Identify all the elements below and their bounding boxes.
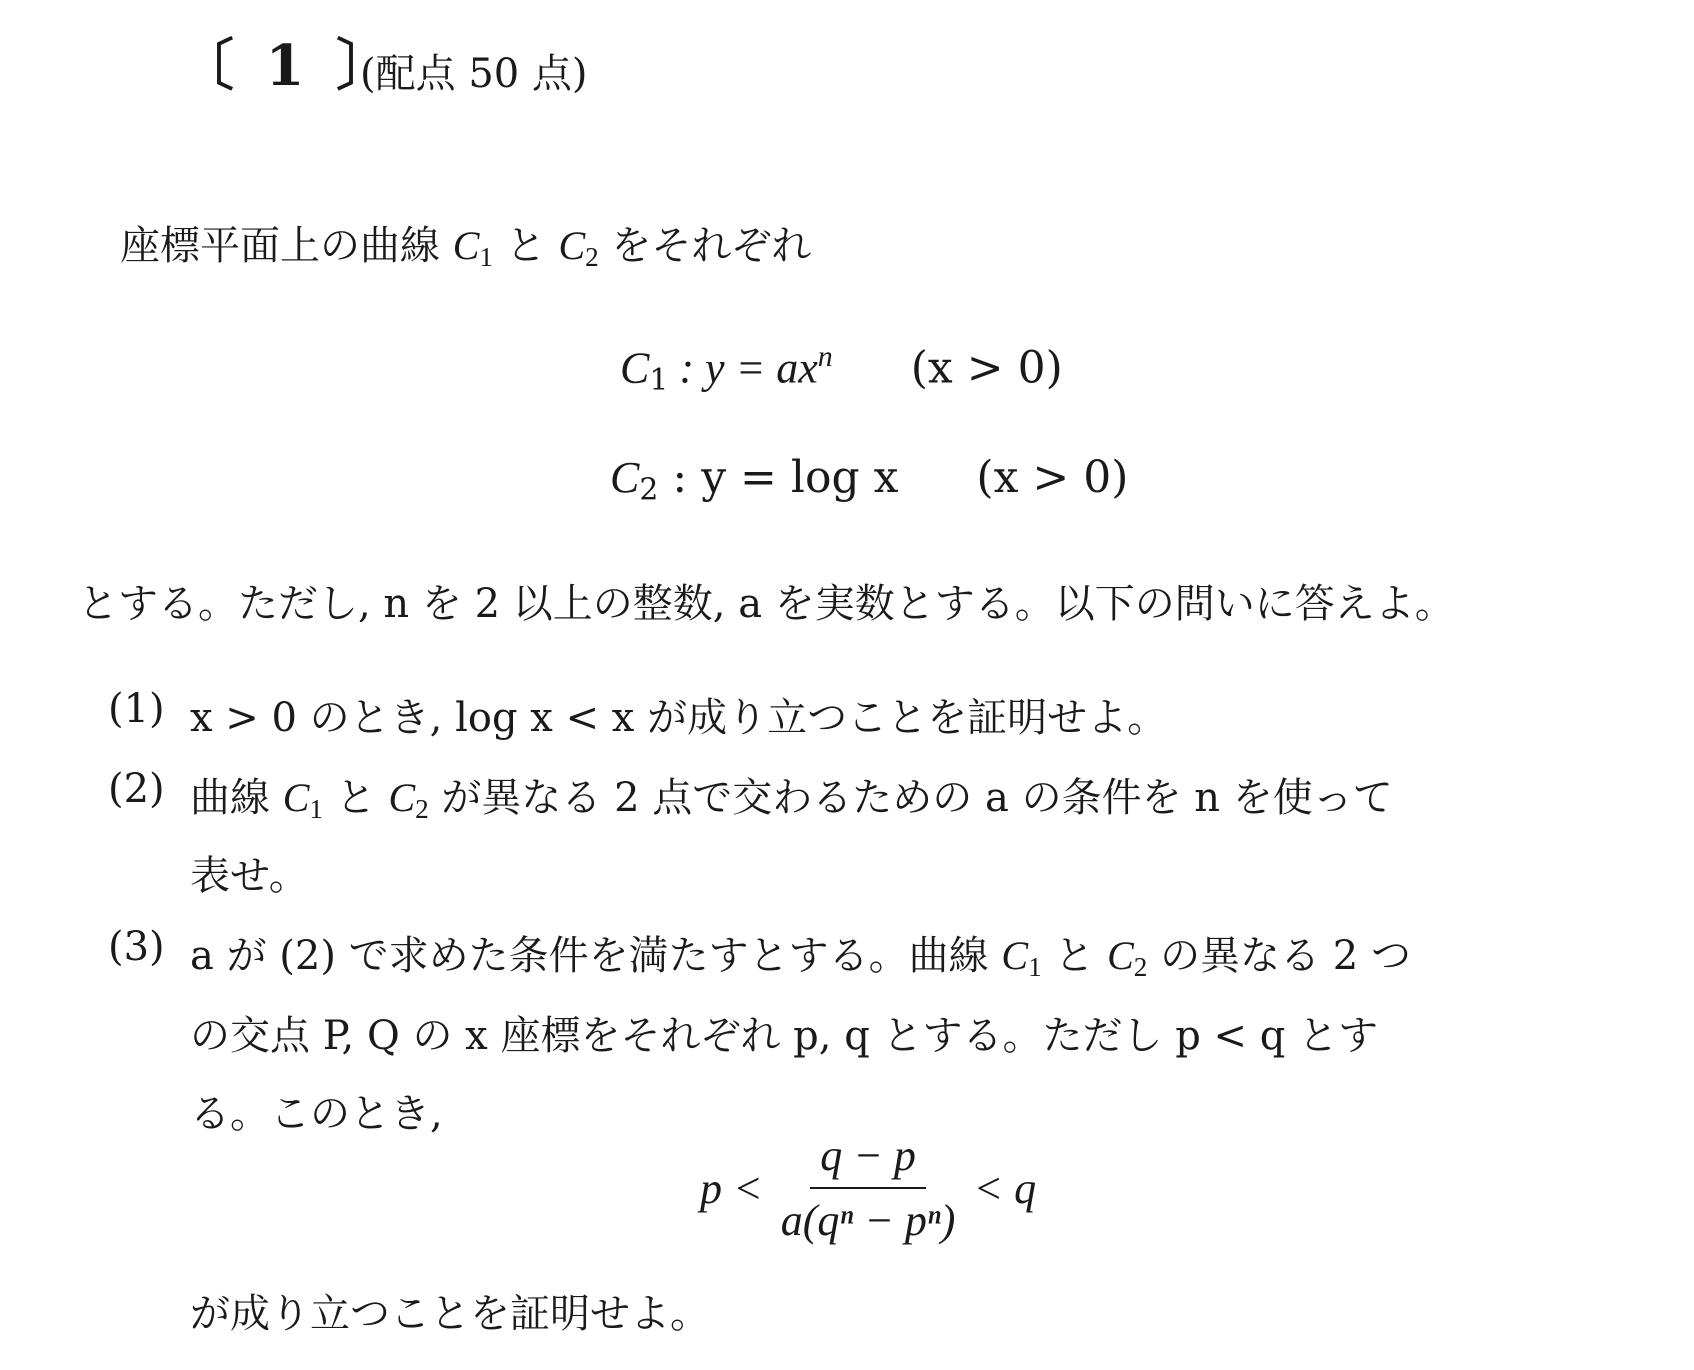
eq2-domain: (x > 0) — [976, 452, 1129, 503]
question-1-label: (1) — [108, 686, 165, 732]
fraction-denominator: a(qⁿ − pⁿ) — [780, 1196, 956, 1245]
intro-and: と — [493, 223, 559, 269]
points-label: (配点 50 点) — [360, 51, 588, 97]
question-2-line-2: 表せ。 — [190, 853, 309, 899]
question-3-line-1: a が (2) で求めた条件を満たすとする。曲線 $C_1$ と $C_2$ の異なる 2 つ — [190, 933, 1411, 982]
question-3-label: (3) — [108, 924, 165, 970]
fraction-numerator: q − p — [810, 1130, 926, 1189]
curve-c1: $C_1$ — [452, 223, 493, 272]
curve-c2: $C_2$ — [558, 223, 599, 272]
intro-before: 座標平面上の曲線 — [120, 223, 453, 269]
intro-after: をそれぞれ — [598, 223, 812, 269]
inequality-left: p < — [700, 1163, 763, 1213]
problem-number: 〔 1 〕 — [178, 33, 398, 99]
question-1-text: x > 0 のとき, log x < x が成り立つことを証明せよ。 — [190, 695, 1168, 741]
fraction — [775, 1130, 962, 1246]
equation-c1: $C_1$ : $y = ax^n$ (x > 0) — [620, 340, 1063, 398]
question-2-label: (2) — [108, 766, 165, 812]
eq1-domain: (x > 0) — [910, 342, 1063, 394]
question-3-line-4: が成り立つことを証明せよ。 — [190, 1291, 710, 1337]
inequality-right: < q — [973, 1163, 1037, 1213]
question-3-line-2: の交点 P, Q の x 座標をそれぞれ p, q とする。ただし p < q とす — [190, 1013, 1379, 1059]
question-3-line-3: る。このとき, — [190, 1091, 443, 1137]
equation-c2: $C_2$ : y = log x (x > 0) — [610, 452, 1129, 508]
inequality — [700, 1130, 1036, 1246]
definition-text: とする。ただし, n を 2 以上の整数, a を実数とする。以下の問いに答えよ。 — [78, 581, 1455, 627]
intro-text — [120, 214, 811, 273]
question-2-line-1: 曲線 $C_1$ と $C_2$ が異なる 2 点で交わるための a の条件を n を使って — [190, 775, 1393, 824]
